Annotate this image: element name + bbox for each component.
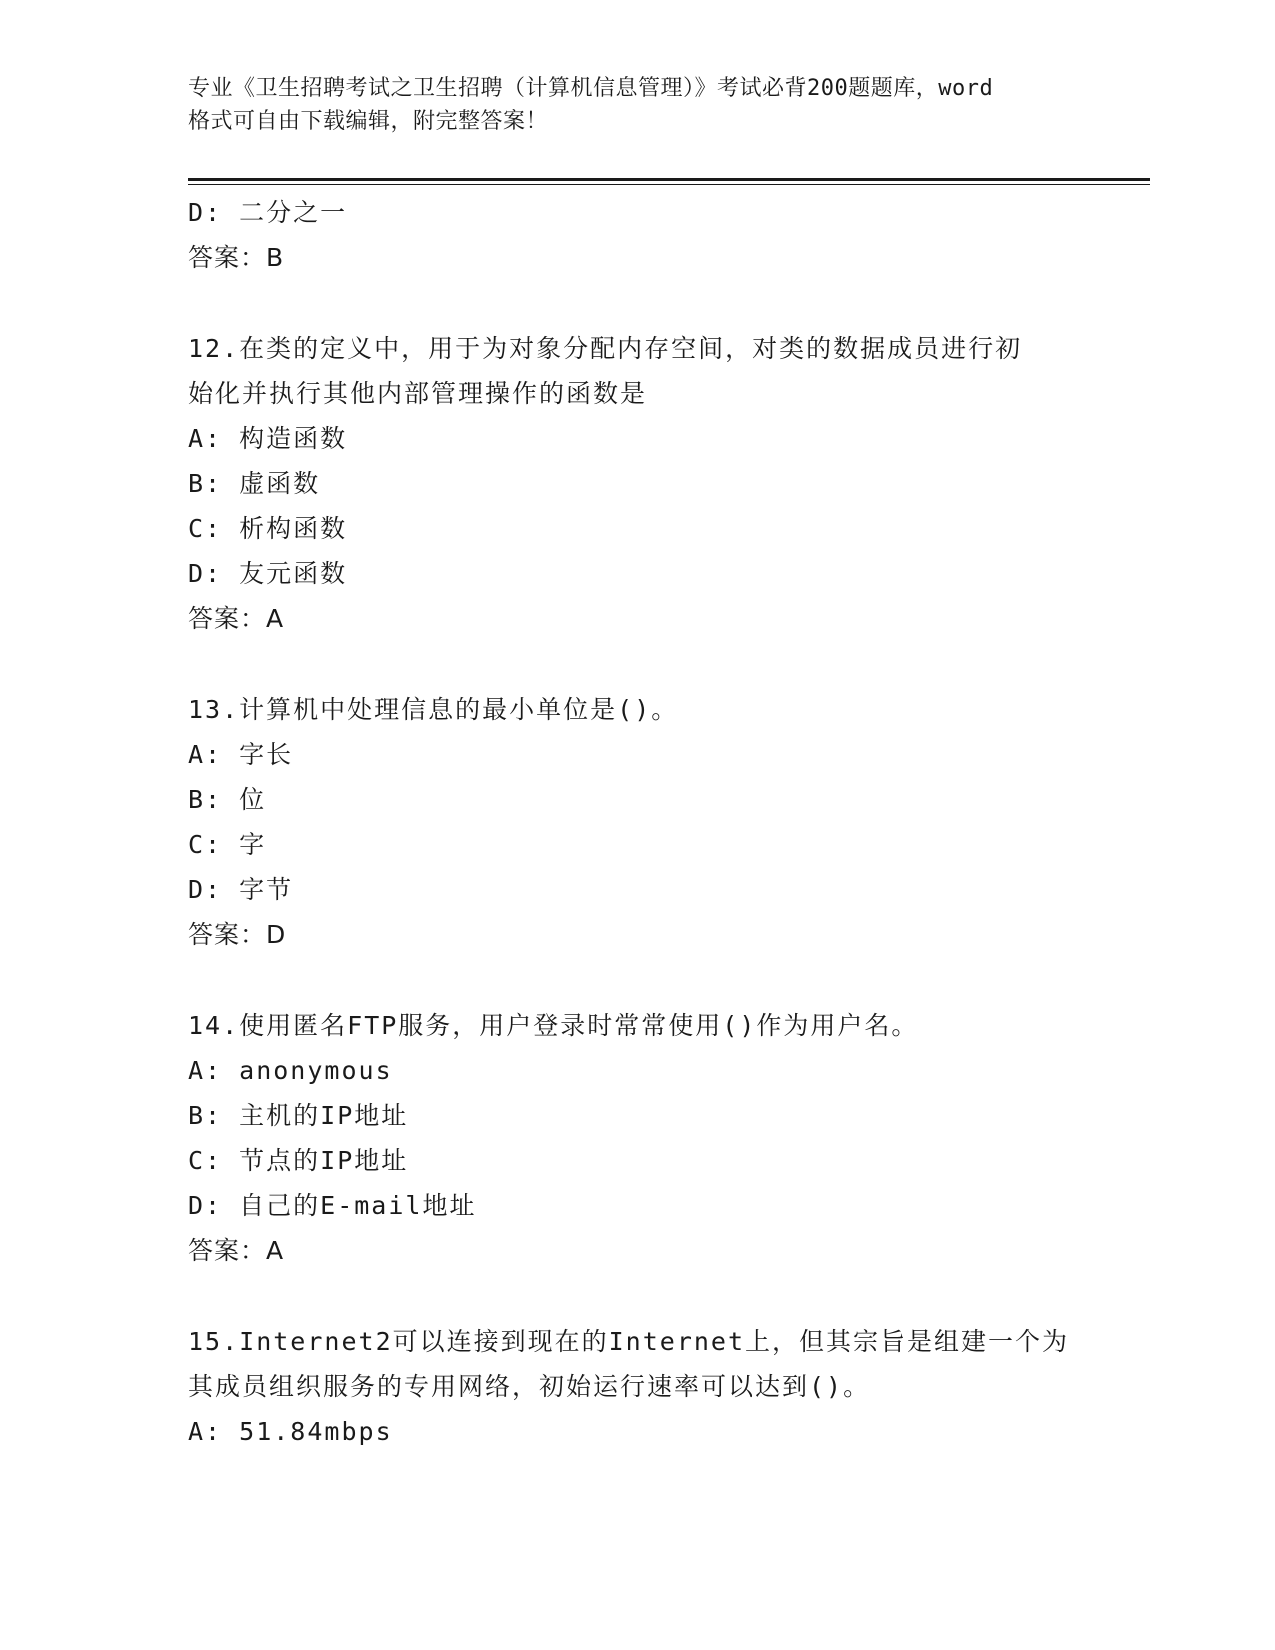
question-stem: 13.计算机中处理信息的最小单位是()。 bbox=[188, 695, 679, 724]
question-stem: 14.使用匿名FTP服务，用户登录时常常使用()作为用户名。 bbox=[188, 1011, 919, 1040]
header-line-1: 专业《卫生招聘考试之卫生招聘（计算机信息管理）》考试必背200题题库，word bbox=[188, 76, 994, 101]
option-c: C: 字 bbox=[188, 830, 267, 859]
option-d: D: 字节 bbox=[188, 875, 294, 904]
question-content bbox=[188, 190, 1088, 1454]
answer-line: 答案：D bbox=[188, 920, 287, 949]
option-b: B: 虚函数 bbox=[188, 469, 321, 498]
question-stem: 12.在类的定义中，用于为对象分配内存空间，对类的数据成员进行初 bbox=[188, 334, 1023, 363]
option-d: D: 二分之一 bbox=[188, 198, 348, 227]
header-divider-thin bbox=[188, 184, 1150, 185]
header-divider-thick bbox=[188, 178, 1150, 181]
answer-line: 答案：B bbox=[188, 243, 285, 272]
option-a: A: 字长 bbox=[188, 740, 294, 769]
option-c: C: 节点的IP地址 bbox=[188, 1146, 409, 1175]
answer-line: 答案：A bbox=[188, 604, 285, 633]
header-line-2: 格式可自由下载编辑，附完整答案！ bbox=[188, 109, 549, 134]
question-11-tail bbox=[188, 190, 1088, 280]
option-a: A: 51.84mbps bbox=[188, 1417, 393, 1446]
option-b: B: 主机的IP地址 bbox=[188, 1101, 409, 1130]
question-13 bbox=[188, 687, 1088, 957]
option-d: D: 友元函数 bbox=[188, 559, 348, 588]
question-12 bbox=[188, 326, 1088, 641]
question-stem: 15.Internet2可以连接到现在的Internet上，但其宗旨是组建一个为 bbox=[188, 1327, 1070, 1356]
option-a: A: 构造函数 bbox=[188, 424, 348, 453]
question-14 bbox=[188, 1003, 1088, 1273]
question-stem: 始化并执行其他内部管理操作的函数是 bbox=[188, 379, 648, 408]
option-c: C: 析构函数 bbox=[188, 514, 348, 543]
question-stem: 其成员组织服务的专用网络，初始运行速率可以达到()。 bbox=[188, 1372, 871, 1401]
answer-line: 答案：A bbox=[188, 1236, 285, 1265]
option-b: B: 位 bbox=[188, 785, 267, 814]
question-15 bbox=[188, 1319, 1088, 1454]
option-a: A: anonymous bbox=[188, 1056, 393, 1085]
page-header bbox=[188, 72, 1088, 138]
option-d: D: 自己的E-mail地址 bbox=[188, 1191, 477, 1220]
